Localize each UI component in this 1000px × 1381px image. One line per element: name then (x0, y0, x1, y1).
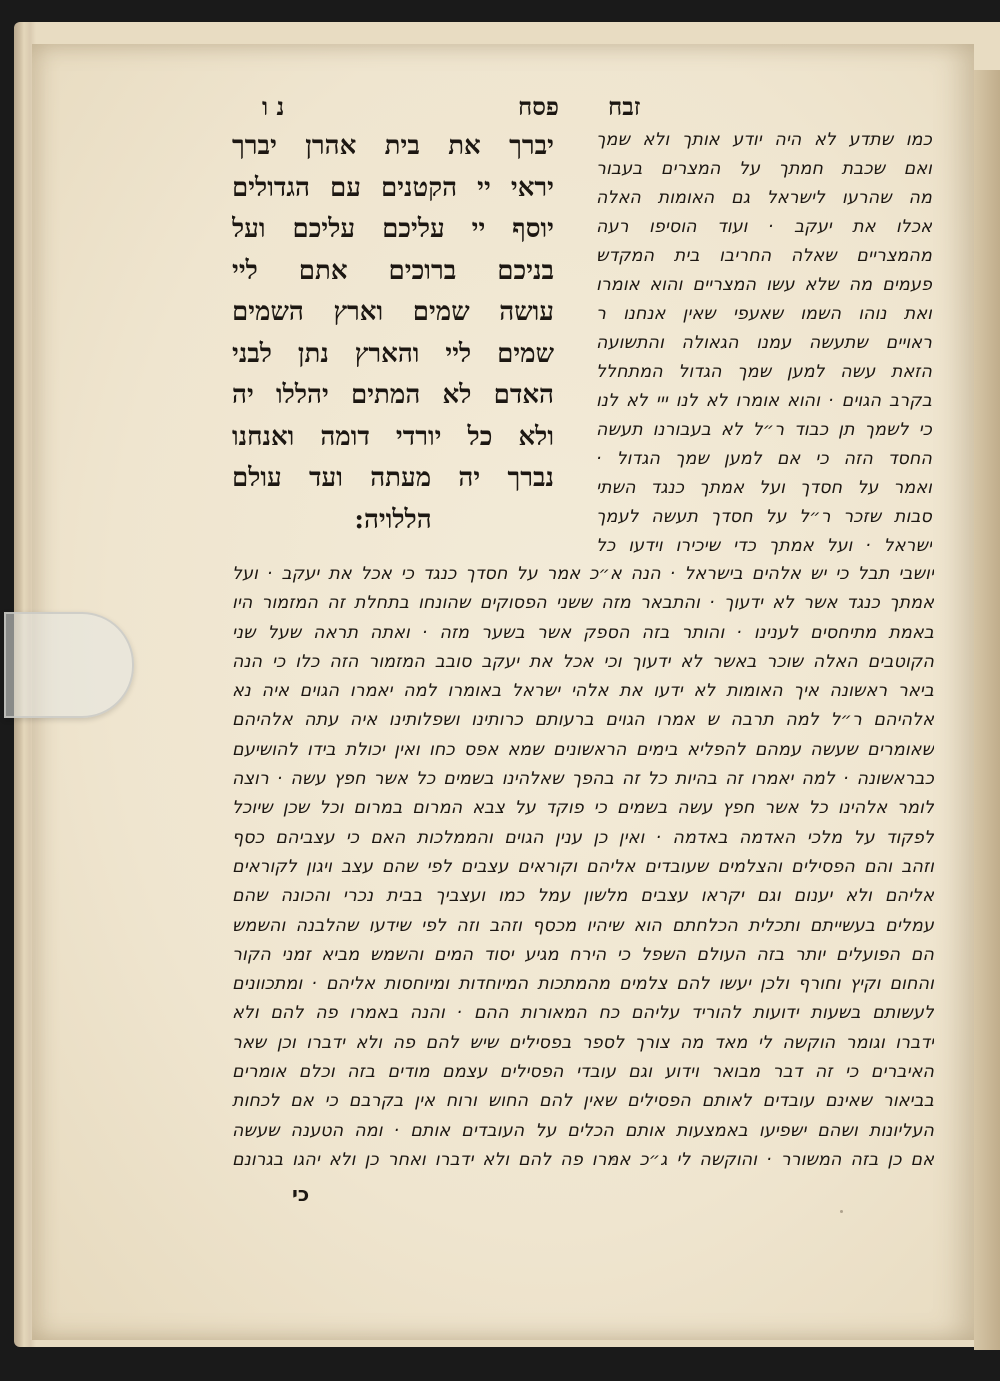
commentary-line: באמת מתיחסים לענינו · והותר בזה הספק אשר בשער מזה · ואתה תראה שעל שני (232, 622, 934, 643)
ink-speck (840, 1210, 843, 1213)
commentary-line: הקוטבים האלה שוכר באשר לא ידעוך וכי אכל את יעקב סובב המזמור הזה כלו כי הנה (232, 651, 934, 672)
catchword: כי (292, 1182, 310, 1206)
psalm-line: הללויה: (354, 504, 432, 535)
commentary-line: והחום וקיץ וחורף ולכן יעשו להם צלמים מהמתכות המיוחדות ומיוחסות אליהם · ומתכוונים (232, 974, 934, 995)
commentary-wide-block (232, 560, 934, 1175)
folio-number: נ ו (262, 92, 285, 121)
commentary-line: האיברים כי זה דבר מבואר וידוע וגם עובדי הפסילים עצמם מודים בזה וכלם אומרים (232, 1062, 934, 1083)
commentary-line: מה שהרעו לישראל גם האומות האלה (596, 188, 932, 208)
psalm-line: האדם לא המתים יהללו יה (232, 380, 554, 410)
commentary-line: וזהב והם הפסילים והצלמים שעובדים אליהם וקוראים עצבים לפי שהם עצב ויגון לקוראים (232, 856, 934, 877)
commentary-line: מהמצריים שאלה החריבו בית המקדש (596, 246, 932, 266)
commentary-line: ראויים שתעשה עמנו הגאולה והתשועה (596, 333, 932, 353)
page-clip (4, 612, 134, 718)
commentary-line: הם הפועלים יותר בזה העולם השפל כי הירח מגיע יסוד המים והשמש מביא זמני הקור (232, 944, 934, 965)
psalm-line: יוסף יי עליכם עליכם ועל (232, 214, 554, 244)
commentary-line: ביאר ראשונה איך האומות לא ידעו את אלהי ישראל באומרו למה יאמרו הגוים איה נא (232, 681, 934, 702)
commentary-line: אם כן בזה המשורר · והוקשה לי ג״כ אמרו פה להם ולא ידברו ואחר כן ולא יהגו בגרונם (232, 1149, 934, 1170)
commentary-line: אמתך כנגד אשר לא ידעוך · והתבאר מזה ששני הפסוקים שהונחו בתחלת זה המזמור היו (232, 593, 934, 614)
commentary-line: עמלים בעשייתם ותכלית הכלחתם הוא שיהיו מכסף וזהב וזה לפי שידעו שהלבנה והשמש (232, 915, 934, 936)
commentary-line: ואמר על חסדך ועל אמתך כנגד השתי (596, 478, 932, 498)
psalm-line: בניכם ברוכים אתם ליי (232, 255, 554, 286)
commentary-line: ידברו וגומר הוקשה לי מאד מה צורך לספר בפסילים שיש להם פה ולא ידברו וכן שאר (232, 1032, 934, 1053)
header-title-right: זבח (608, 92, 641, 121)
psalm-line: שמים ליי והארץ נתן לבני (232, 338, 554, 369)
commentary-line: אליהם ולא יענום וגם יקראו עצבים מלשון עמל כמו ועצביך בבית נכרי והכונה שהם (232, 886, 934, 907)
psalm-line: ולא כל יורדי דומה ואנחנו (232, 421, 554, 452)
commentary-line: אלהיהם ר״ל למה תרבה ש אמרו הגוים ברעותם כרותינו ושפלותינו איה עתה אלהיהם (232, 710, 934, 731)
psalm-line: עושה שמים וארץ השמים (232, 297, 554, 327)
commentary-line: כי לשמך תן כבוד ר״ל לא בעבורנו תעשה (596, 420, 932, 440)
psalm-line: יראי יי הקטנים עם הגדולים (232, 172, 554, 203)
psalm-line: יברך את בית אהרן יברך (232, 131, 554, 161)
commentary-line: ואת נוהו השמו שאעפי שאין אנחנו ר (596, 304, 932, 324)
header-title-center: פסח (518, 92, 559, 121)
commentary-line: הזאת עשה למען שמך הגדול המתחלל (596, 362, 932, 382)
running-header (250, 92, 660, 126)
commentary-line: לעשותם בשעות ידועות להוריד עליהם כח המאורות ההם · והנה באמרו פה להם ולא (232, 1003, 934, 1024)
commentary-line: כבראשונה · למה יאמרו זה בהיות כל זה בהפך שאלהינו בשמים כל אשר חפץ עשה · רוצה (232, 769, 934, 790)
commentary-line: בקרב הגוים · והוא אומרו לא לנו ייי לא לנו (596, 391, 932, 411)
psalm-text-block (232, 126, 554, 541)
commentary-line: לומר אלהינו כל אשר חפץ עשה בשמים כי פוקד על צבא המרום במרום וכל שכן שיוכל (232, 798, 934, 819)
commentary-line: החסד הזה כי אם למען שמך הגדול · (596, 449, 932, 469)
commentary-line: יושבי תבל כי יש אלהים בישראל · הנה א״כ אמר על חסדך כנגד כי אכל את יעקב · ועל (232, 564, 934, 584)
commentary-line: בביאור שאינם עובדים לאותם הפסילים שאין להם החוש ורוח אין בקרבם כי אם לכחות (232, 1091, 934, 1112)
commentary-line: פעמים מה שלא עשו המצריים והוא אומרו (596, 275, 932, 295)
ink-speck (612, 1158, 615, 1161)
psalm-line: נברך יה מעתה ועד עולם (232, 463, 554, 493)
commentary-line: לפקוד על מלכי האדמה באדמה · ואין כן ענין הגוים והממלכות האם כי עצביהם כסף (232, 827, 934, 848)
binding-edge (974, 70, 1000, 1350)
commentary-line: ישראל · ועל אמתך כדי שיכירו וידעו כל (596, 536, 932, 556)
commentary-line: סבות שזכר ר״ל על חסדך תעשה לעמך (596, 507, 932, 527)
commentary-line: העליונות ושהם ישפיעו באמצעות אותם הכלים על העובדים אותם · ומה הטענה שעשה (232, 1120, 934, 1141)
commentary-column (596, 126, 932, 561)
commentary-line: שאומרים שעשה עמהם להפליא בימים הראשונים שמא אפס כחו ואין יכולת בידו להושיעם (232, 739, 934, 760)
commentary-line: כמו שתדע לא היה יודע אותך ולא שמך (596, 130, 932, 150)
commentary-line: אכלו את יעקב · ועוד הוסיפו רעה (596, 217, 932, 237)
commentary-line: ואם שכבת חמתך על המצרים בעבור (596, 159, 932, 179)
